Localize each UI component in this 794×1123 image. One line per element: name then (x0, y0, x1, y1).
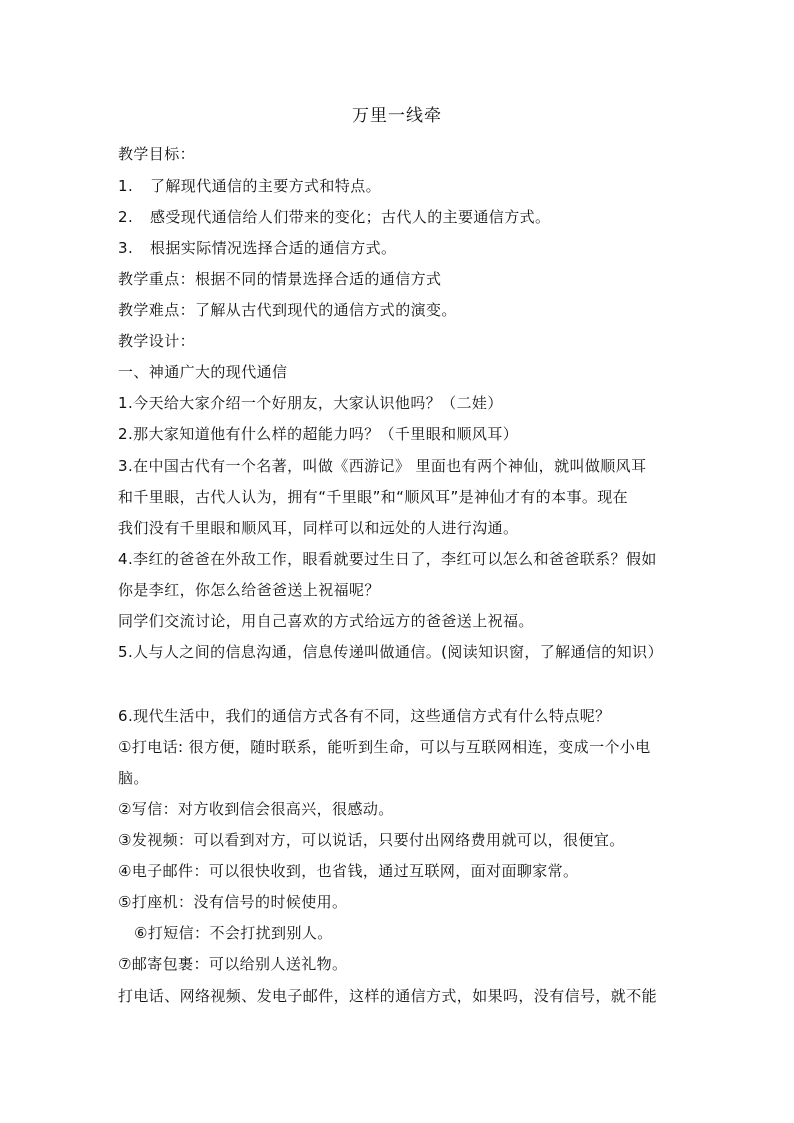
design-heading: 教学设计： (118, 332, 196, 350)
paragraph-item-1: 1.今天给大家介绍一个好朋友，大家认识他吗？（二娃） (118, 394, 503, 412)
discussion-text: 同学们交流讨论，用自己喜欢的方式给远方的爸爸送上祝福。 (118, 612, 534, 630)
paragraph-item-4-line: 4.李红的爸爸在外敌工作，眼看就要过生日了，李红可以怎么和爸爸联系？假如 (118, 550, 657, 568)
paragraph-item-4-line: 你是李红，你怎么给爸爸送上祝福呢？ (118, 581, 380, 599)
objective-text: 根据实际情况选择合适的通信方式。 (150, 239, 397, 257)
paragraph-item-6: 6.现代生活中，我们的通信方式各有不同，这些通信方式有什么特点呢？ (118, 707, 611, 725)
closing-line: 打电话、网络视频、发电子邮件，这样的通信方式，如果吗，没有信号，就不能 (118, 987, 658, 1005)
paragraph-item-3-line: 我们没有千里眼和顺风耳，同样可以和远处的人进行沟通。 (118, 519, 519, 537)
feature-landline: ⑤打座机：没有信号的时候使用。 (118, 893, 348, 911)
feature-letter: ②写信：对方收到信会很高兴，很感动。 (118, 800, 394, 818)
objective-text: 感受现代通信给人们带来的变化；古代人的主要通信方式。 (150, 208, 551, 226)
objective-number: 2. (118, 208, 134, 226)
objectives-heading: 教学目标： (118, 145, 196, 163)
section-heading: 一、神通广大的现代通信 (118, 363, 288, 381)
feature-phone-line: 脑。 (118, 769, 149, 787)
feature-email: ④电子邮件：可以很快收到，也省钱，通过互联网，面对面聊家常。 (118, 862, 579, 880)
objective-item (118, 206, 688, 228)
objective-number: 1. (118, 177, 134, 195)
feature-parcel: ⑦邮寄包裹：可以给别人送礼物。 (118, 955, 348, 973)
objective-item (118, 237, 688, 259)
objective-number: 3. (118, 239, 134, 257)
feature-phone-line: ①打电话: 很方便，随时联系，能听到生命，可以与互联网相连，变成一个小电 (118, 738, 651, 756)
objective-text: 了解现代通信的主要方式和特点。 (150, 177, 382, 195)
difficulty: 教学难点：了解从古代到现代的通信方式的演变。 (118, 301, 457, 319)
paragraph-item-3-line: 3.在中国古代有一个名著，叫做《西游记》 里面也有两个神仙，就叫做顺风耳 (118, 457, 647, 475)
feature-video: ③发视频：可以看到对方，可以说话，只要付出网络费用就可以，很便宜。 (118, 831, 625, 849)
paragraph-item-3-line: 和千里眼，古代人认为，拥有“千里眼”和“顺风耳”是神仙才有的本事。现在 (118, 488, 629, 506)
key-point: 教学重点：根据不同的情景选择合适的通信方式 (118, 270, 442, 288)
paragraph-item-2: 2.那大家知道他有什么样的超能力吗？（千里眼和顺风耳） (118, 425, 519, 443)
page-title: 万里一线牵 (352, 106, 442, 126)
paragraph-item-5: 5.人与人之间的信息沟通，信息传递叫做通信。(阅读知识窗，了解通信的知识） (118, 643, 663, 661)
objective-item (118, 175, 688, 197)
feature-sms: ⑥打短信：不会打扰到别人。 (134, 924, 333, 942)
